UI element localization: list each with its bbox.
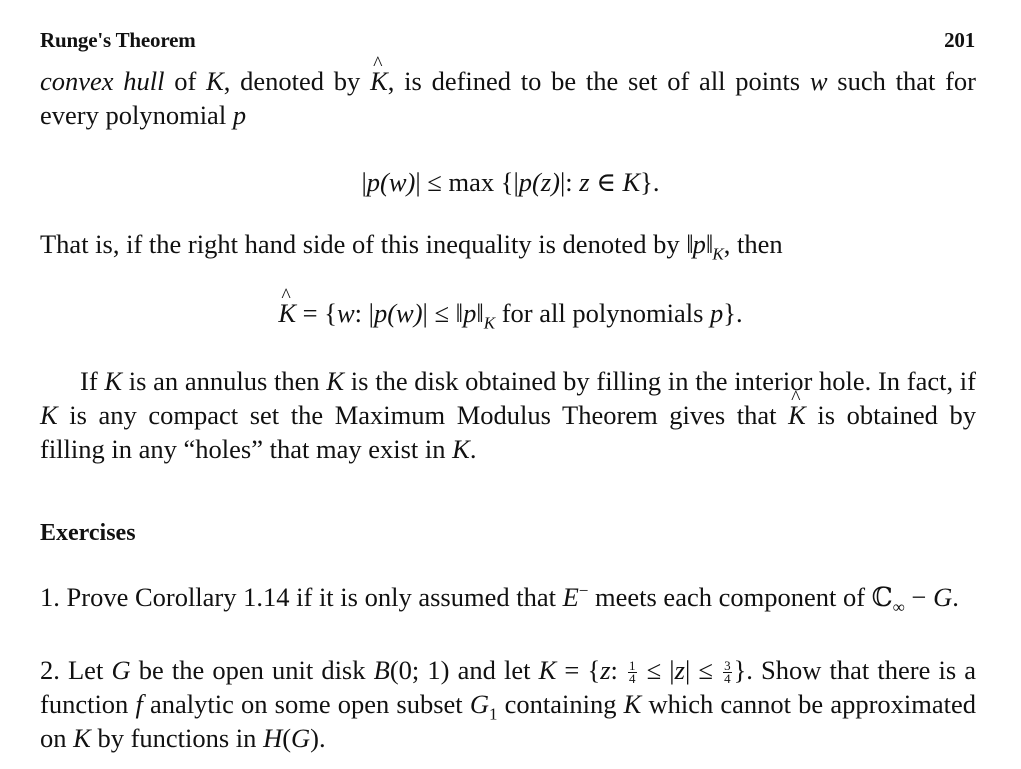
running-head [40, 28, 975, 53]
paragraph-convex-hull: convex hull of K, denoted by K ^, is defined to be the set of all points w such that for every polynomial p [40, 64, 976, 132]
fraction-three-quarters: $\frac{3}{4}$ [724, 658, 731, 687]
k-hat-symbol: K ^ [278, 296, 296, 330]
equation-hull-set: K ^ = {w: $|p(w)| \le ‖p‖_K$ for all polynomials p}. [0, 296, 1021, 330]
page-number: 201 [944, 28, 975, 52]
paragraph-norm-definition: That is, if the right hand side of this inequality is denoted by $‖p‖_K$, then [40, 229, 783, 264]
chapter-title: Runge's Theorem [40, 28, 196, 52]
exercise-1: 1. Prove Corollary 1.14 if it is only assumed that E− meets each component of ℂ$_\infty$ − G. [40, 581, 959, 617]
k-hat-symbol: K ^ [370, 64, 388, 98]
paragraph-annulus-example: If K is an annulus then K is the disk obtained by filling in the interior hole. In fact, if K is any compact set the Maximum Modulus Theorem gives that K ^ is obtained by filling in any “holes” that may exist in K. [40, 364, 976, 466]
section-heading-exercises: Exercises [40, 520, 136, 546]
equation-hull-inequality: |p(w)| ≤ max {|p(z)|: z ∈ K}. [361, 167, 660, 197]
exercise-2: 2. Let G be the open unit disk B(0; 1) and let K = {z: $\frac{1}{4}$ ≤ |z| ≤ $\frac{3}{4}$ }. Show that there is a function f analytic on some open subset $G_1$ containing K which cannot be approximated on K by functions in H(G). [40, 655, 977, 753]
fraction-one-quarter: $\frac{1}{4}$ [629, 658, 636, 687]
term-convex-hull: convex hull [40, 66, 165, 96]
k-hat-symbol: K ^ [788, 398, 806, 432]
